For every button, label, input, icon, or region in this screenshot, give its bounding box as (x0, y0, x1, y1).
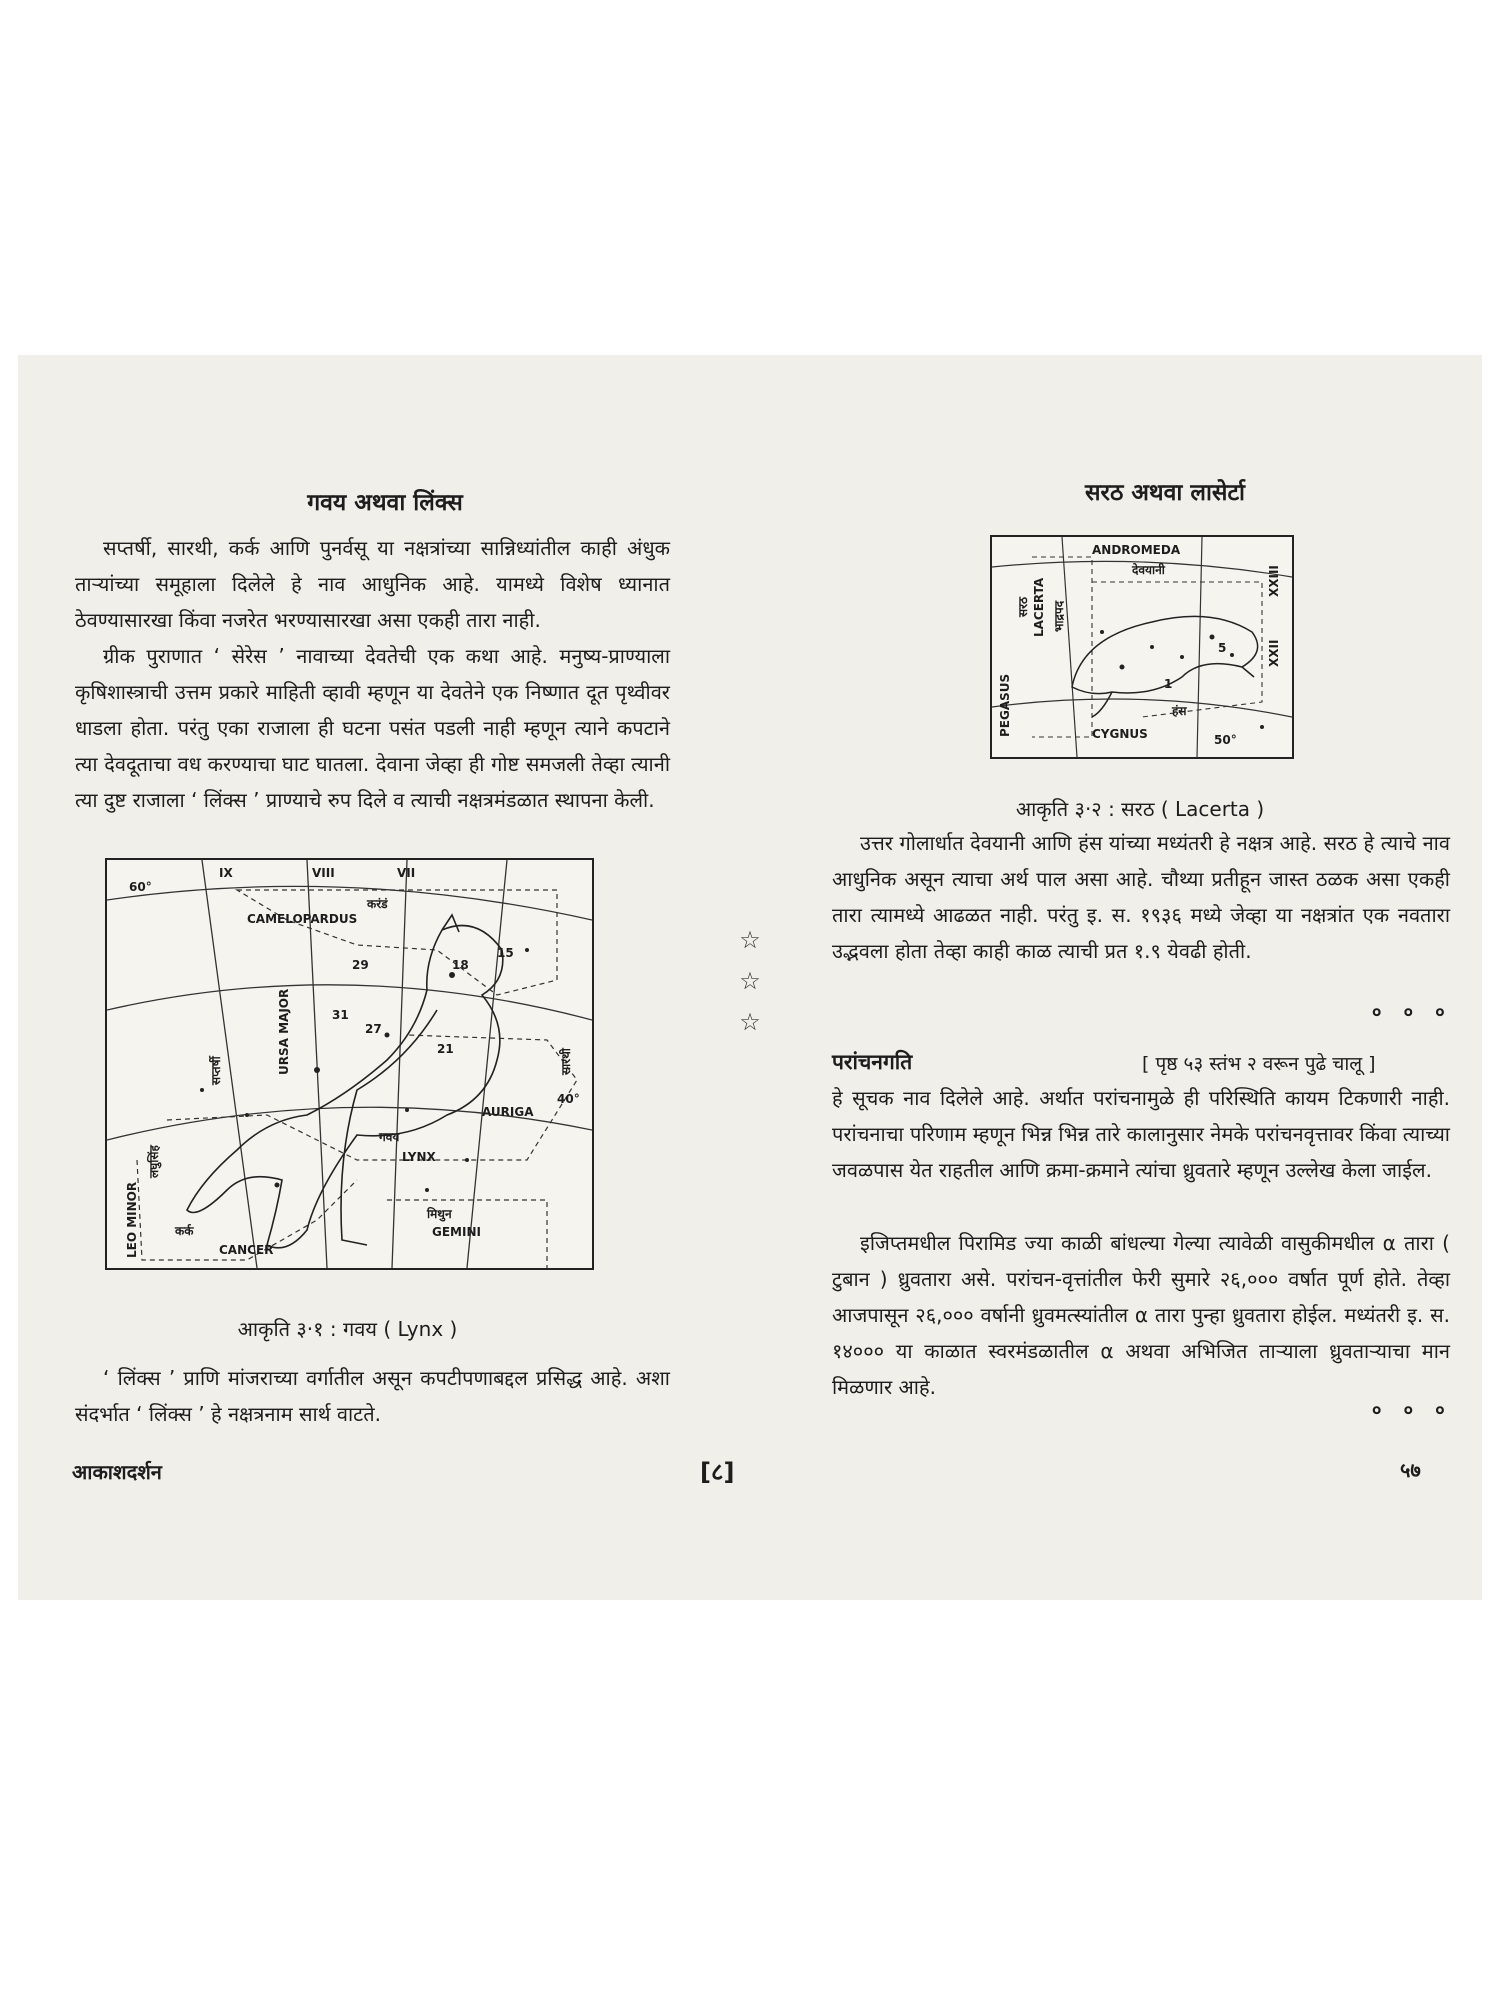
label-saptarshi: सप्तर्षी (209, 1056, 223, 1085)
label-cygnus: CYGNUS (1092, 727, 1148, 741)
label-karka: कर्क (175, 1224, 194, 1238)
center-page-marker: [८] (700, 1458, 735, 1486)
label-leo-minor: LEO MINOR (125, 1181, 139, 1258)
right-paragraph-2: हे सूचक नाव दिलेले आहे. अर्थात परांचनामुळे ही परिस्थिति कायम टिकणारी नाही. परांचनाचा परिणाम म्हणून भिन्न भिन्न तारे कालानुसार नेमके परांचनवृत्तावर किंवा त्याच्या जवळपास येत राहतील आणि क्रमा-क्रमाने त्यांचा ध्रुवतारे म्हणून उल्लेख केला जाईल. (832, 1086, 1450, 1182)
section-heading: परांचनगति (832, 1050, 913, 1074)
label-gemini: GEMINI (432, 1225, 481, 1239)
star-icon: ☆ (739, 967, 761, 995)
label-lynx: LYNX (402, 1150, 436, 1164)
left-footer-book-title: आकाशदर्शन (72, 1460, 162, 1484)
label-pegasus: PEGASUS (998, 673, 1012, 737)
lacerta-star-chart (990, 535, 1294, 759)
label-ra-23: XXIII (1267, 565, 1281, 597)
star-icon: ☆ (739, 1008, 761, 1036)
label-n21: 21 (437, 1042, 454, 1056)
right-heading: सरठ अथवा लासेर्टा (1085, 480, 1245, 506)
label-n18: 18 (452, 958, 469, 972)
star-icon: ☆ (739, 926, 761, 954)
label-sarathi: सारथी (559, 1048, 573, 1075)
label-ra-22: XXII (1267, 639, 1281, 667)
label-n31: 31 (332, 1008, 349, 1022)
label-n29: 29 (352, 958, 369, 972)
label-n27: 27 (365, 1022, 382, 1036)
label-sarath: सरठ (1016, 597, 1030, 617)
label-bhadrapad: भाद्रपद (1052, 600, 1066, 632)
label-karanda: करंडं (367, 897, 388, 911)
label-mithun: मिथुन (427, 1207, 452, 1221)
label-laghu-sinh: लघुसिंह (147, 1145, 161, 1178)
right-paragraph-1: उत्तर गोलार्धात देवयानी आणि हंस यांच्या मध्यंतरी हे नक्षत्र आहे. सरठ हे त्याचे नाव आधुनिक असून त्याचा अर्थ पाल असा आहे. चौथ्या प्रतीहून जास्त ठळक असा एकही तारा त्यामध्ये आढळत नाही. परंतु इ. स. १९३६ मध्ये जेव्हा या नक्षत्रांत एक नवतारा उद्भवला होता तेव्हा काही काळ त्याची प्रत १.९ येवढी होती. (832, 831, 1450, 963)
left-paragraph-3: ‘ लिंक्स ’ प्राणि मांजराच्या वर्गातील असून कपटीपणाबद्दल प्रसिद्ध आहे. अशा संदर्भात ‘ लिंक्स ’ हे नक्षत्रनाम सार्थ वाटते. (75, 1366, 670, 1426)
label-n5: 5 (1218, 641, 1227, 655)
label-camelopardus: CAMELOPARDUS (247, 912, 358, 926)
label-dec-40: 40° (557, 1092, 580, 1106)
section-end-dots: ० ० ० (1372, 1002, 1453, 1023)
right-paragraph-3: इजिप्तमधील पिरामिड ज्या काळी बांधल्या गेल्या त्यावेळी वासुकीमधील α तारा ( टुबान ) ध्रुवतारा असे. परांचन-वृत्तांतील फेरी सुमारे २६,००० वर्षात पूर्ण होते. तेव्हा आजपासून २६,००० वर्षानी ध्रुवमत्स्यांतील α तारा पुन्हा ध्रुवतारा होईल. मध्यंतरी इ. स. १४००० या काळात स्वरमंडळातील α अथवा अभिजित ताऱ्याला ध्रुवताऱ्याचा मान मिळणार आहे. (832, 1231, 1450, 1399)
label-andromeda: ANDROMEDA (1092, 543, 1181, 557)
lynx-caption: आकृति ३·१ : गवय ( Lynx ) (237, 1317, 458, 1341)
separator-stars (735, 920, 765, 1043)
right-page-number: ५७ (1400, 1458, 1421, 1482)
label-ra-9: IX (219, 866, 233, 880)
label-ursa-major: URSA MAJOR (277, 988, 291, 1075)
label-ra-8: VIII (312, 866, 335, 880)
label-dec-60: 60° (129, 880, 152, 894)
section-continuation-ref: [ पृष्ठ ५३ स्तंभ २ वरून पुढे चालू ] (1142, 1053, 1376, 1075)
label-n15: 15 (497, 946, 514, 960)
label-devayani: देवयानी (1132, 563, 1165, 577)
left-paragraph-2: ग्रीक पुराणात ‘ सेरेस ’ नावाच्या देवतेची एक कथा आहे. मनुष्य-प्राण्याला कृषिशास्त्राची उत्तम प्रकारे माहिती व्हावी म्हणून या देवतेने एक निष्णात दूत पृथ्वीवर धाडला होता. परंतु एका राजाला ही घटना पसंत पडली नाही म्हणून त्याने कपटाने त्या देवदूताचा वध करण्याचा घाट घातला. देवाना जेव्हा ही गोष्ट समजली तेव्हा त्यानी त्या दुष्ट राजाला ‘ लिंक्स ’ प्राण्याचे रुप दिले व त्याची नक्षत्रमंडळात स्थापना केली. (75, 644, 670, 812)
label-lacerta: LACERTA (1032, 577, 1046, 637)
lynx-star-chart (105, 858, 594, 1270)
left-heading: गवय अथवा लिंक्स (307, 490, 463, 516)
label-dec-50: 50° (1214, 733, 1237, 747)
label-n1: 1 (1164, 677, 1173, 691)
label-cancer: CANCER (219, 1243, 274, 1257)
left-paragraph-1: सप्तर्षी, सारथी, कर्क आणि पुनर्वसू या नक्षत्रांच्या सान्निध्यांतील काही अंधुक ताऱ्यांच्या समूहाला दिलेले हे नाव आधुनिक आहे. यामध्ये विशेष ध्यानात ठेवण्यासारखा किंवा नजरेत भरण्यासारखा असा एकही तारा नाही. (75, 536, 670, 632)
label-hans: हंस (1172, 704, 1187, 718)
section-end-dots: ० ० ० (1372, 1400, 1453, 1421)
label-gavay: गवय (379, 1130, 400, 1144)
label-ra-7: VII (397, 866, 416, 880)
label-auriga: AURIGA (482, 1105, 534, 1119)
lacerta-caption: आकृति ३·२ : सरठ ( Lacerta ) (1015, 797, 1265, 821)
